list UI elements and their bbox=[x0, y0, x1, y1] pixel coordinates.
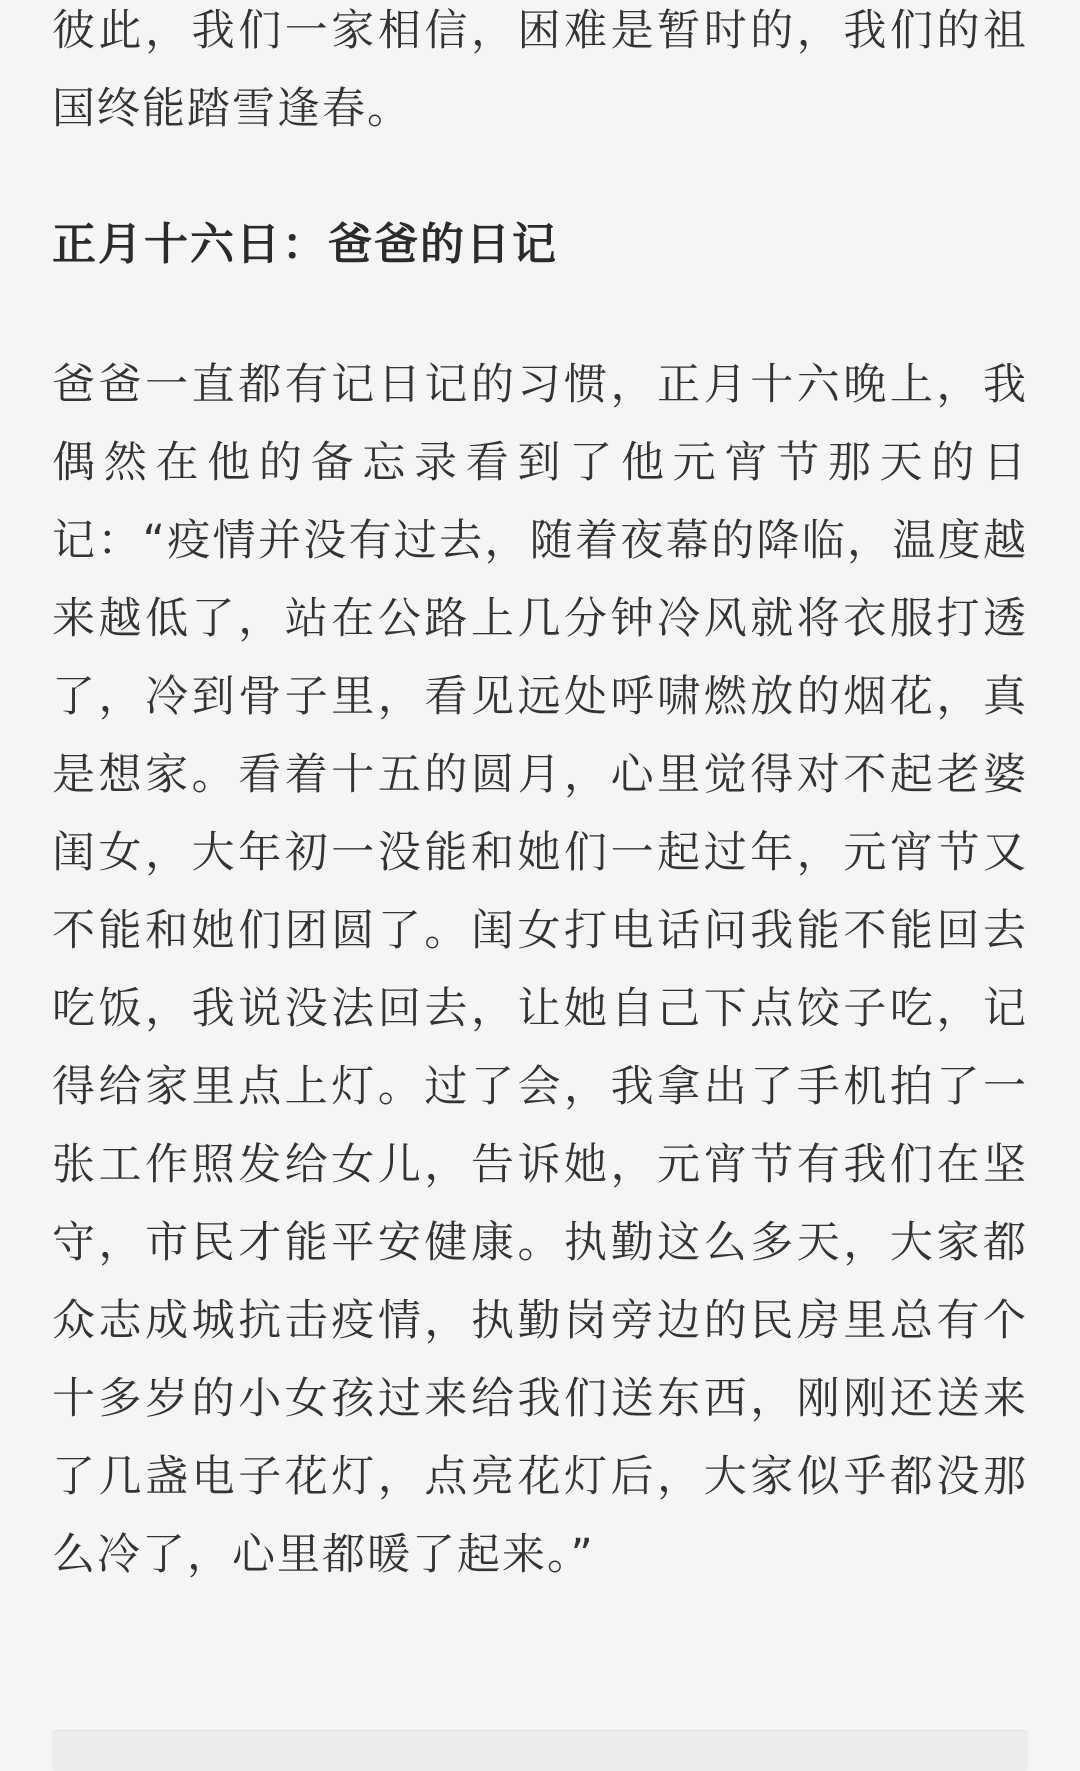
article-paragraph: 彼此，我们一家相信，困难是暂时的，我们的祖国终能踏雪逢春。 bbox=[52, 6, 1028, 134]
section-heading: 正月十六日：爸爸的日记 bbox=[52, 219, 558, 270]
article-paragraph: 爸爸一直都有记日记的习惯，正月十六晚上，我偶然在他的备忘录看到了他元宵节那天的日记：“疫情并没有过去，随着夜幕的降临，温度越来越低了，站在公路上几分钟冷风就将衣服打透了，冷到骨子里，看见远处呼啸燃放的烟花，真是想家。看着十五的圆月，心里觉得对不起老婆闺女，大年初一没能和她们一起过年，元宵节又不能和她们团圆了。闺女打电话问我能不能回去吃饭，我说没法回去，让她自己下点饺子吃，记得给家里点上灯。过了会，我拿出了手机拍了一张工作照发给女儿，告诉她，元宵节有我们在坚守，市民才能平安健康。执勤这么多天，大家都众志成城抗击疫情，执勤岗旁边的民房里总有个十多岁的小女孩过来给我们送东西，刚刚还送来了几盏电子花灯，点亮花灯后，大家似乎都没那么冷了，心里都暖了起来。” bbox=[52, 360, 1028, 1580]
next-content-card bbox=[52, 1730, 1028, 1771]
